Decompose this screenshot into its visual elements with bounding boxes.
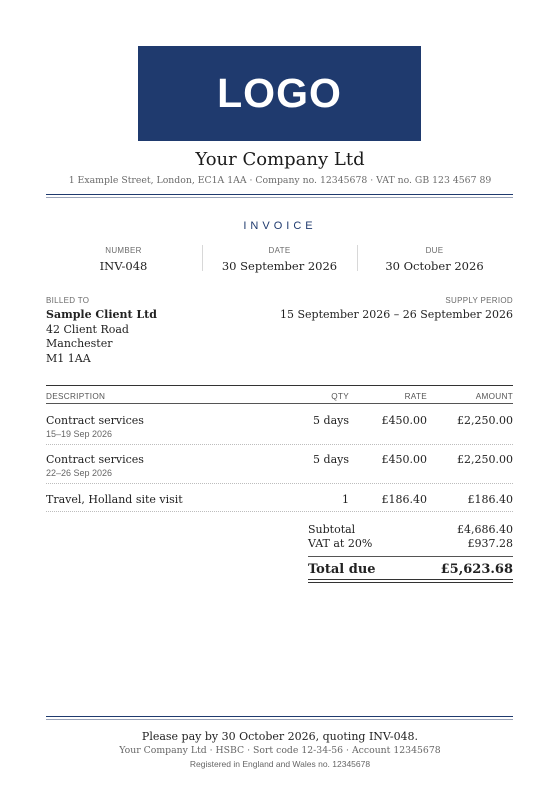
logo-text: LOGO [217,70,342,116]
header-rule-top [46,194,513,195]
company-name: Your Company Ltd [195,149,365,170]
footer-rule-bottom [46,719,513,720]
row-description: Contract services [46,414,144,427]
total-bottom-rule [308,582,513,583]
meta-number [46,246,201,273]
client-address-line: M1 1AA [46,351,91,365]
bank-details: Your Company Ltd · HSBC · Sort code 12-34-56 · Account 12345678 [119,745,441,756]
row-qty: 5 days [313,414,349,427]
row-description: Travel, Holland site visit [46,493,183,506]
payment-note: Please pay by 30 October 2026, quoting INV-048. [141,730,419,743]
company-logo [138,46,421,141]
header-rule-bottom [46,197,513,198]
row-amount: £186.40 [467,493,513,506]
footer-rule-top [46,716,513,717]
supply-period-value: 15 September 2026 – 26 September 2026 [280,308,513,321]
client-name: Sample Client Ltd [46,308,157,321]
header-rate: RATE [404,392,427,401]
meta-date [202,246,357,273]
subtotal-value: £4,686.40 [457,523,513,536]
vat-value: £937.28 [467,537,513,550]
row-description: Contract services [46,453,144,466]
registration-note: Registered in England and Wales no. 12345678 [189,759,371,769]
document-title: INVOICE [243,220,317,232]
meta-date-label: DATE [268,246,291,255]
billed-to-block [46,296,157,366]
subtotal-row [308,523,513,537]
header-qty: QTY [331,392,349,401]
row-qty: 1 [342,493,349,506]
supply-period-block [280,296,513,323]
total-due-value: £5,623.68 [440,562,513,577]
table-header-rule [46,403,513,404]
client-address-line: Manchester [46,337,113,350]
table-row [46,414,513,444]
row-date-range: 15–19 Sep 2026 [46,429,113,439]
row-date-range: 22–26 Sep 2026 [46,468,113,478]
row-divider [46,483,513,484]
row-divider [46,511,513,512]
meta-due-label: DUE [425,246,444,255]
header-description: DESCRIPTION [46,392,106,401]
row-rate: £186.40 [381,493,427,506]
table-top-rule [46,385,513,386]
meta-number-value: INV-048 [99,259,148,273]
header-amount: AMOUNT [475,392,513,401]
vat-row [308,537,513,551]
row-amount: £2,250.00 [457,453,513,466]
total-bottom-rule [308,579,513,580]
meta-due-value: 30 October 2026 [385,259,484,273]
total-top-rule [308,556,513,557]
row-amount: £2,250.00 [457,414,513,427]
supply-period-label: SUPPLY PERIOD [445,296,513,305]
meta-due [357,246,512,273]
row-qty: 5 days [313,453,349,466]
row-divider [46,444,513,445]
vat-label: VAT at 20% [308,537,373,550]
meta-date-value: 30 September 2026 [221,259,338,273]
table-row [46,453,513,483]
billed-to-label: BILLED TO [46,296,90,305]
row-rate: £450.00 [381,453,427,466]
meta-number-label: NUMBER [105,246,142,255]
total-due-label: Total due [308,562,376,577]
totals-block [308,523,513,551]
company-address: 1 Example Street, London, EC1A 1AA · Company no. 12345678 · VAT no. GB 123 4567 89 [68,175,492,186]
table-row [46,493,513,509]
client-address-line: 42 Client Road [46,322,129,336]
subtotal-label: Subtotal [308,523,356,536]
row-rate: £450.00 [381,414,427,427]
